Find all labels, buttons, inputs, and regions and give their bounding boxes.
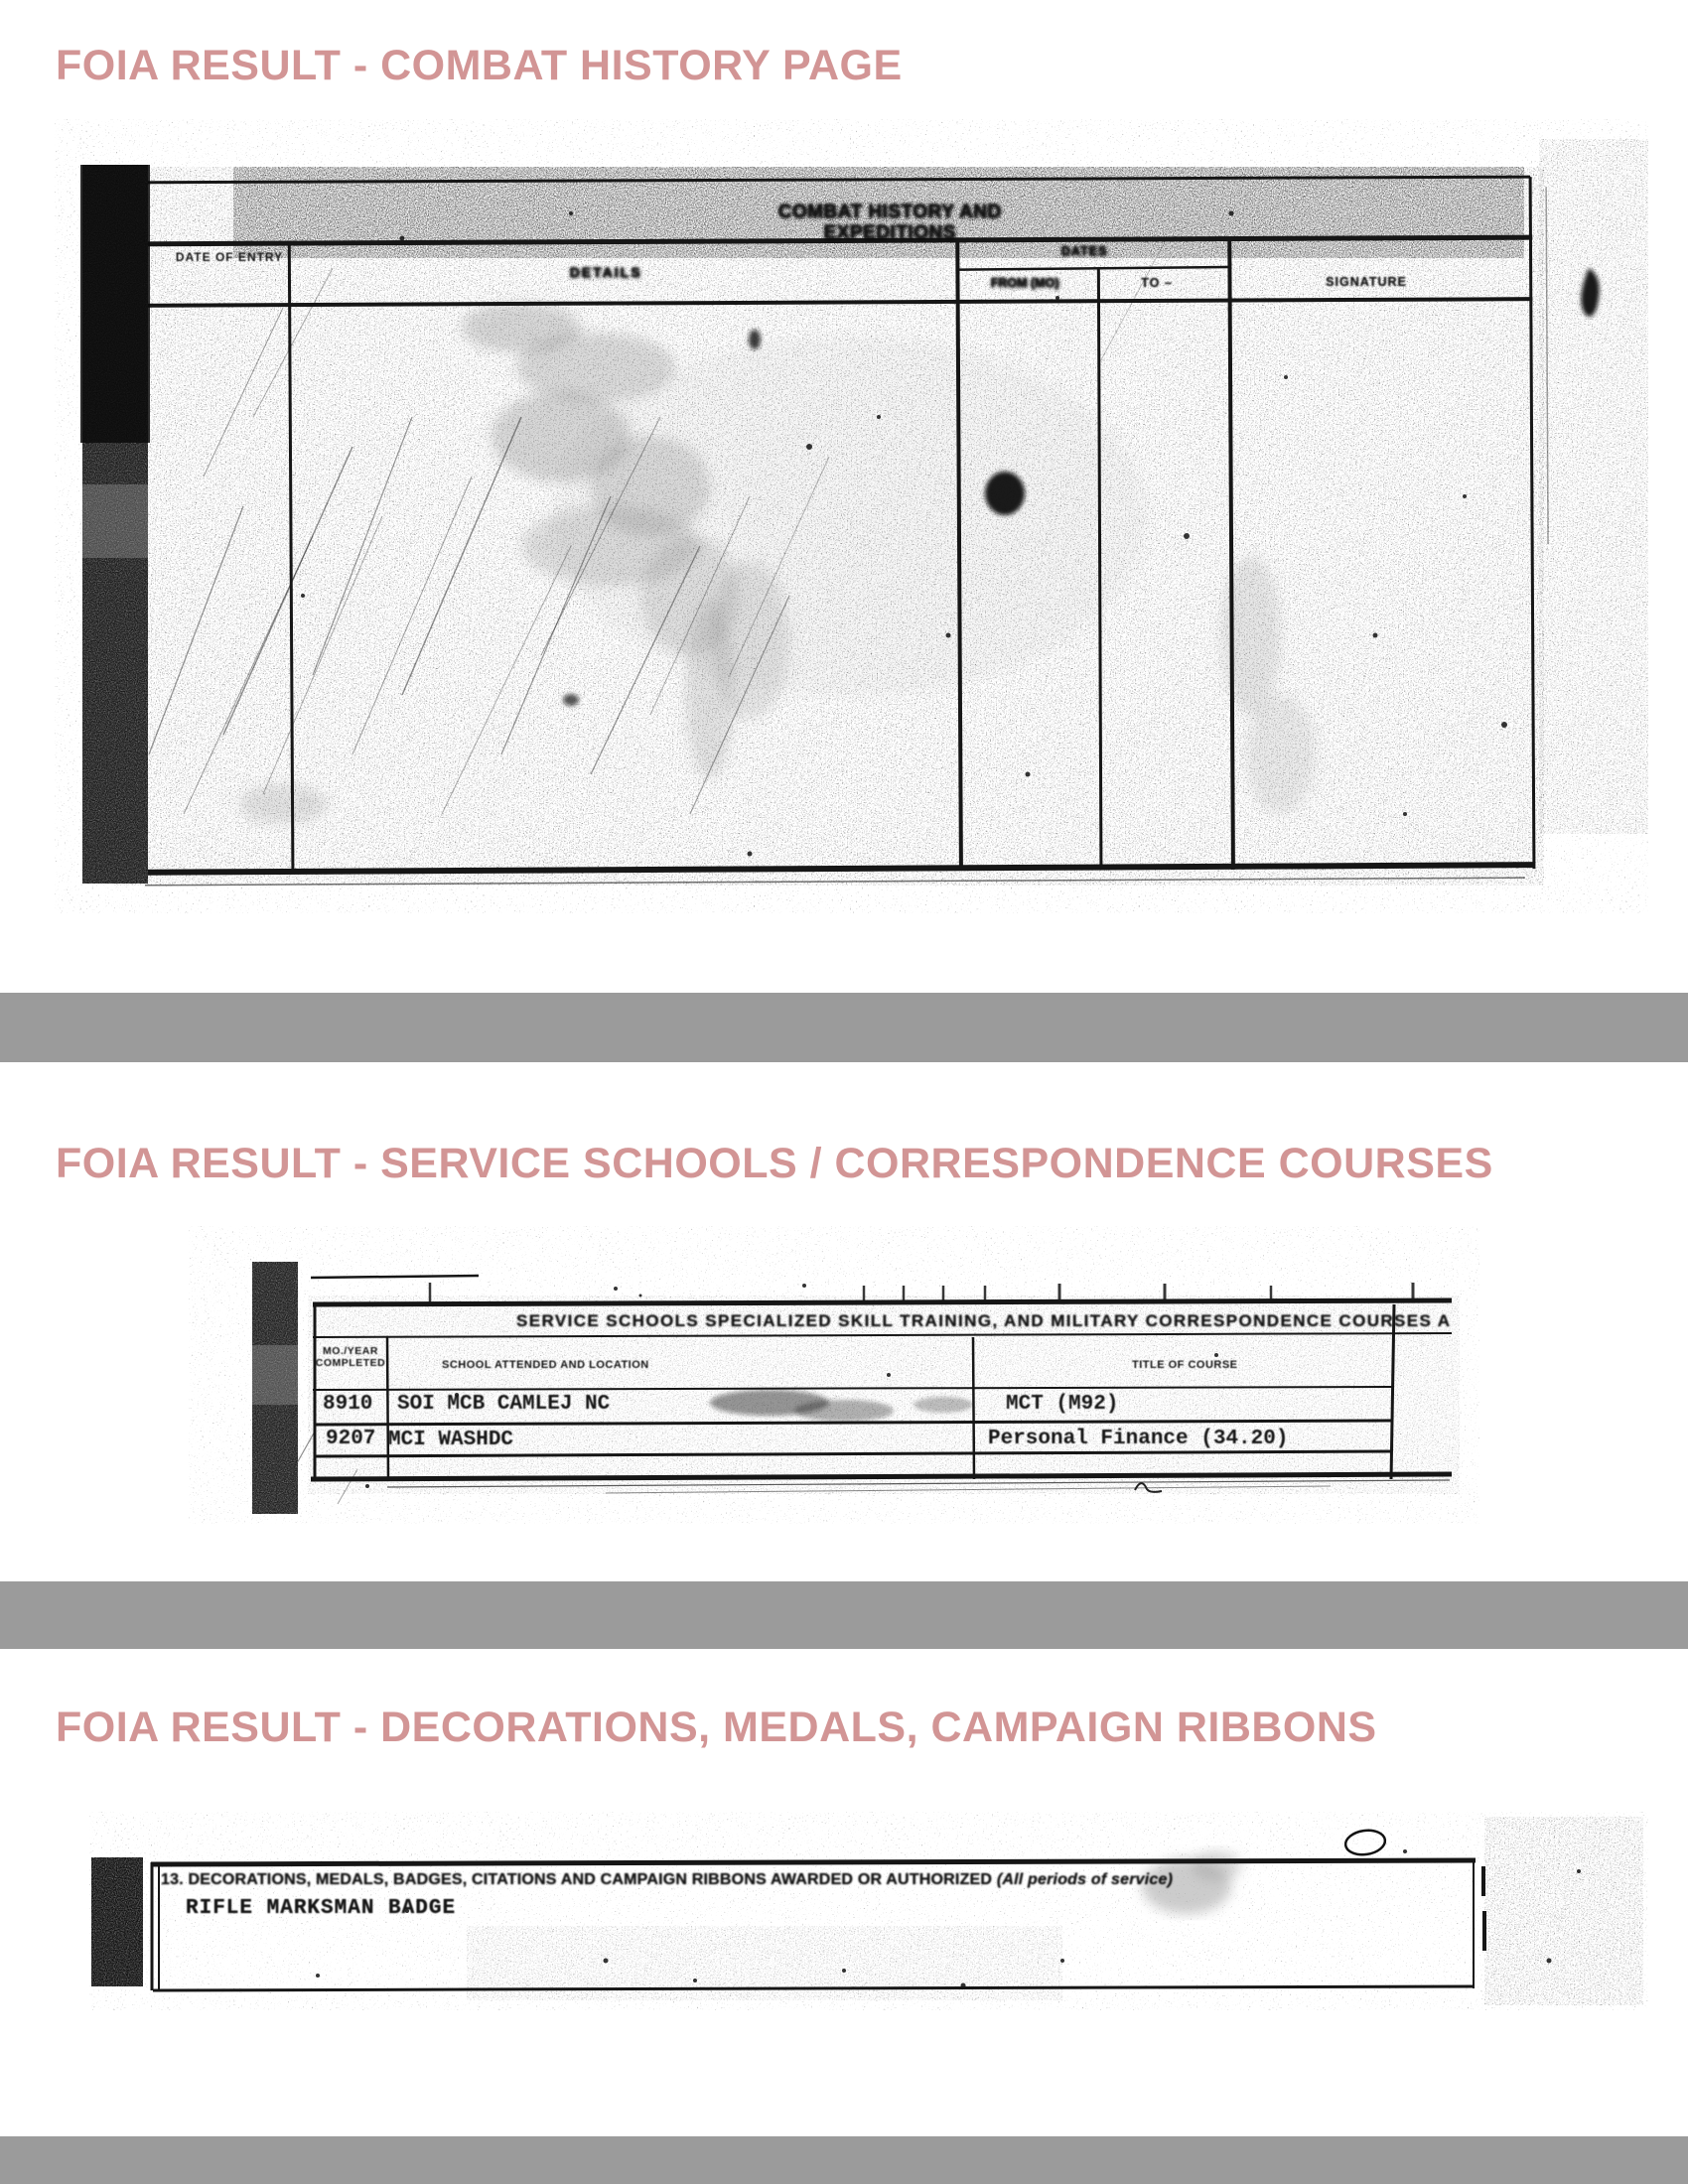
row-course: Personal Finance (34.20) [988, 1428, 1289, 1450]
row-completed: 9207 [326, 1428, 376, 1450]
binding-edge [91, 1857, 143, 1986]
schools-form-title: SERVICE SCHOOLS SPECIALIZED SKILL TRAINING, AND MILITARY CORRESPONDENCE COURSES A [516, 1311, 1452, 1330]
combat-col-to: TO – [1141, 276, 1173, 290]
combat-col-dates: DATES [1060, 244, 1108, 258]
schools-section-heading: FOIA RESULT - SERVICE SCHOOLS / CORRESPONDENCE COURSES [56, 1140, 1493, 1187]
combat-col-date-of-entry: DATE OF ENTRY [175, 250, 284, 264]
decorations-item-label-text: 13. DECORATIONS, MEDALS, BADGES, CITATIONS AND CAMPAIGN RIBBONS AWARDED OR AUTHORIZED [161, 1871, 993, 1888]
section-divider-2 [0, 1581, 1688, 1649]
row-course: MCT (M92) [1006, 1393, 1119, 1416]
decorations-section-heading: FOIA RESULT - DECORATIONS, MEDALS, CAMPAIGN RIBBONS [56, 1704, 1377, 1751]
combat-section-heading: FOIA RESULT - COMBAT HISTORY PAGE [56, 42, 903, 89]
schools-col-completed: MO./YEAR COMPLETED [315, 1345, 386, 1369]
schools-col-course: TITLE OF COURSE [1132, 1359, 1238, 1371]
schools-col-school: SCHOOL ATTENDED AND LOCATION [442, 1359, 649, 1371]
combat-col-details: DETAILS [569, 264, 642, 280]
combat-form-title: COMBAT HISTORY AND EXPEDITIONS [777, 202, 1002, 243]
combat-col-signature: SIGNATURE [1326, 275, 1407, 289]
combat-history-scan [55, 119, 1648, 913]
combat-col-from: FROM (MO) [990, 276, 1059, 290]
decorations-scan [89, 1812, 1648, 2010]
section-divider-3 [0, 2136, 1688, 2184]
decorations-item-label-note: (All periods of service) [996, 1871, 1174, 1888]
row-school: SOI MCB CAMLEJ NC [397, 1393, 611, 1416]
decorations-entry: RIFLE MARKSMAN BADGE [186, 1897, 457, 1920]
decorations-item-label [161, 1871, 1173, 1889]
schools-scan-artifacts [189, 1226, 1479, 1524]
service-schools-scan [189, 1226, 1479, 1524]
binding-edge [80, 165, 150, 884]
row-school: MCI WASHDC [388, 1429, 514, 1451]
binding-edge [252, 1262, 298, 1514]
section-divider-1 [0, 993, 1688, 1062]
row-completed: 8910 [323, 1393, 373, 1416]
